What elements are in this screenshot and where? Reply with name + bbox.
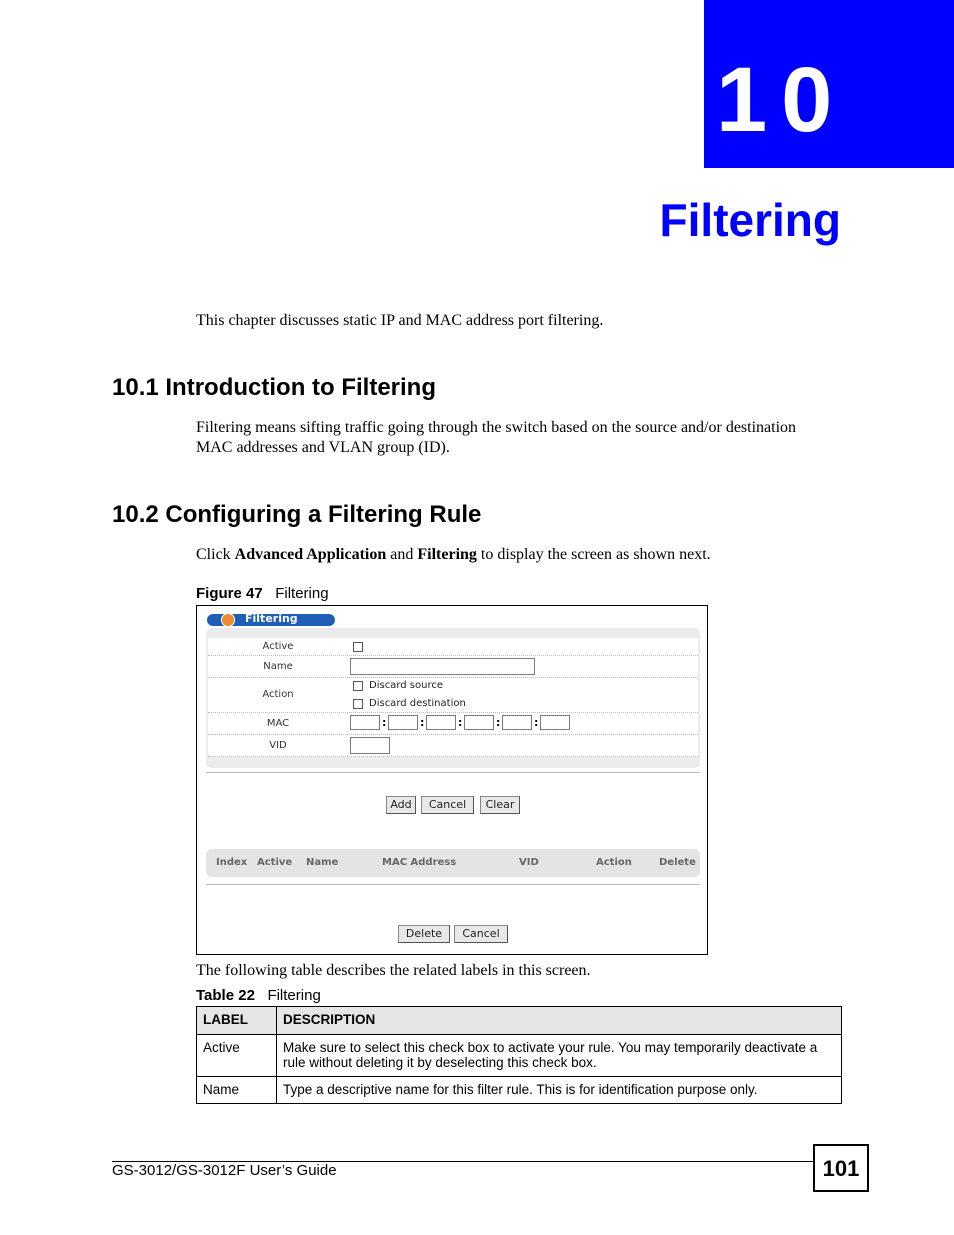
menu-reference: Advanced Application — [234, 546, 387, 563]
mac-octet-2[interactable] — [388, 715, 418, 730]
table-caption — [196, 987, 321, 1005]
divider — [206, 884, 700, 885]
text-run: and — [386, 546, 418, 563]
header-description: DESCRIPTION — [277, 1007, 842, 1035]
label-mac: MAC — [266, 718, 290, 729]
page-number-box — [813, 1144, 869, 1192]
label-vid: VID — [269, 740, 287, 751]
row-mac — [208, 713, 698, 735]
paragraph-line: MAC addresses and VLAN group (ID). — [196, 439, 450, 456]
mac-separator: : — [420, 716, 425, 729]
divider — [206, 772, 700, 773]
filtering-screenshot — [196, 605, 708, 955]
label-active: Active — [262, 641, 294, 652]
description-line: rule without deleting it by deselecting this check box. — [283, 1055, 597, 1070]
column-header: Name — [306, 857, 339, 868]
table-cell-label: Name — [197, 1077, 277, 1104]
column-header: Index — [216, 857, 248, 868]
row-name — [208, 656, 698, 678]
cancel-delete-button[interactable]: Cancel — [454, 925, 508, 943]
table-cell-description: Type a descriptive name for this filter rule. This is for identification purpose only. — [277, 1077, 842, 1104]
clear-button[interactable]: Clear — [480, 796, 520, 814]
label-name: Name — [263, 661, 293, 672]
section-heading-intro: 10.1 Introduction to Filtering — [112, 374, 436, 401]
active-checkbox[interactable] — [353, 642, 363, 652]
paragraph-line: Filtering means sifting traffic going through the switch based on the source and/or destination — [196, 419, 797, 436]
table-header-row — [197, 1007, 842, 1035]
text-run: to display the screen as shown next. — [476, 546, 711, 563]
section-intro-paragraph — [196, 418, 796, 458]
delete-button[interactable]: Delete — [398, 925, 450, 943]
row-vid — [208, 735, 698, 757]
tab-circle-icon — [221, 613, 235, 627]
column-header: Action — [596, 857, 632, 868]
text-run: Click — [196, 546, 235, 563]
mac-octet-5[interactable] — [502, 715, 532, 730]
mac-separator: : — [534, 716, 539, 729]
row-action — [208, 678, 698, 713]
table-cell-label: Active — [197, 1035, 277, 1077]
column-header: VID — [519, 857, 539, 868]
label-action: Action — [262, 689, 294, 700]
table-cell-description — [277, 1035, 842, 1077]
vid-input[interactable] — [350, 737, 390, 754]
labels-table — [196, 1006, 842, 1104]
table-intro-paragraph: The following table describes the related labels in this screen. — [196, 962, 591, 979]
intro-paragraph: This chapter discusses static IP and MAC address port filtering. — [196, 312, 604, 329]
cancel-button[interactable]: Cancel — [421, 796, 474, 814]
menu-reference: Filtering — [417, 546, 477, 563]
page-number: 101 — [822, 1156, 860, 1181]
rules-table-header — [206, 849, 700, 877]
section-heading-configuring: 10.2 Configuring a Filtering Rule — [112, 501, 482, 528]
table-caption-text: Filtering — [267, 987, 321, 1004]
chapter-number: 10 — [716, 49, 847, 151]
section-config-paragraph — [196, 545, 711, 565]
mac-separator: : — [458, 716, 463, 729]
mac-octet-4[interactable] — [464, 715, 494, 730]
discard-destination-checkbox[interactable] — [353, 699, 363, 709]
discard-source-checkbox[interactable] — [353, 681, 363, 691]
name-input[interactable] — [350, 658, 535, 675]
footer-guide-title: GS-3012/GS-3012F User’s Guide — [112, 1162, 337, 1179]
table-row — [197, 1035, 842, 1077]
mac-octet-1[interactable] — [350, 715, 380, 730]
mac-separator: : — [496, 716, 501, 729]
figure-caption-text: Filtering — [275, 585, 329, 602]
filtering-tab-label: Filtering — [245, 612, 298, 625]
chapter-title: Filtering — [659, 194, 841, 246]
figure-caption — [196, 585, 329, 603]
discard-destination-label: Discard destination — [369, 698, 466, 709]
figure-caption-label: Figure 47 — [196, 585, 263, 602]
description-line: Make sure to select this check box to activate your rule. You may temporarily deactivate a — [283, 1040, 818, 1055]
column-header: Delete — [659, 857, 696, 868]
column-header: MAC Address — [382, 857, 457, 868]
add-button[interactable]: Add — [386, 796, 416, 814]
column-header: Active — [257, 857, 293, 868]
discard-source-label: Discard source — [369, 680, 443, 691]
table-row — [197, 1077, 842, 1104]
mac-separator: : — [382, 716, 387, 729]
mac-octet-6[interactable] — [540, 715, 570, 730]
header-label: LABEL — [197, 1007, 277, 1035]
row-active — [208, 638, 698, 656]
table-caption-label: Table 22 — [196, 987, 255, 1004]
mac-octet-3[interactable] — [426, 715, 456, 730]
